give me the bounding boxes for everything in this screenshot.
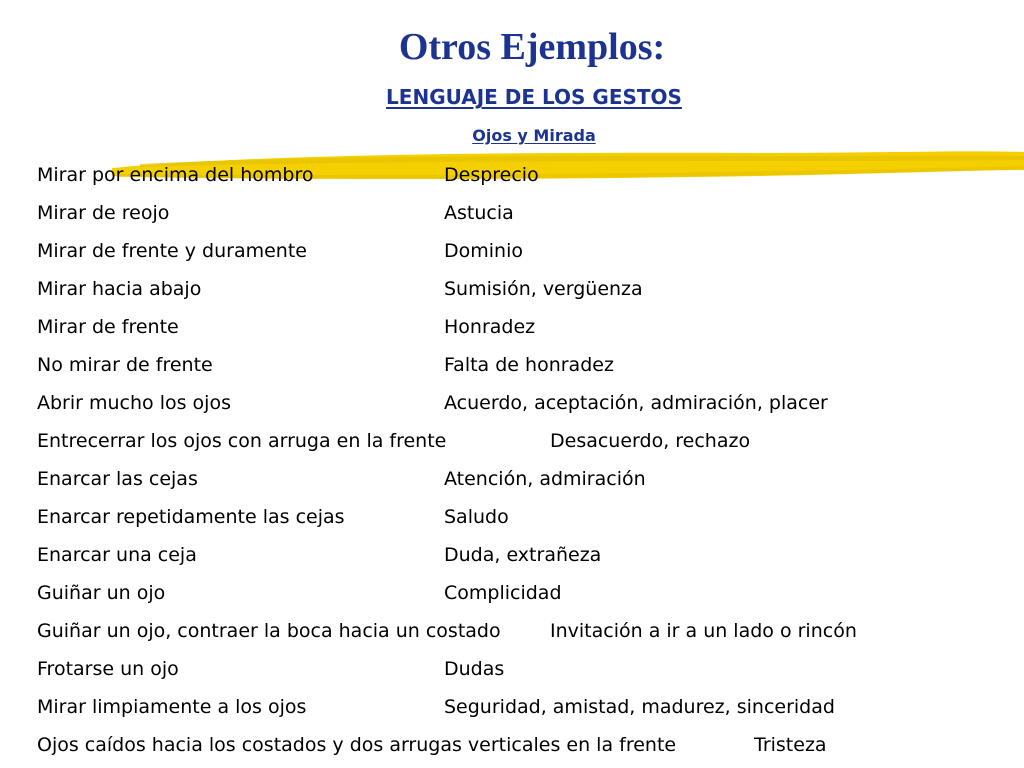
gesture-cell: Mirar de reojo xyxy=(37,202,170,224)
subtitle-heading: LENGUAJE DE LOS GESTOS xyxy=(386,85,682,109)
table-row xyxy=(37,543,1017,581)
gesture-cell: Mirar de frente xyxy=(37,316,179,338)
meaning-cell: Complicidad xyxy=(444,582,562,604)
meaning-cell: Saludo xyxy=(444,506,509,528)
gesture-cell: Mirar limpiamente a los ojos xyxy=(37,696,307,718)
table-row xyxy=(37,201,1017,239)
meaning-cell: Atención, admiración xyxy=(444,468,646,490)
gesture-cell: No mirar de frente xyxy=(37,354,213,376)
table-row xyxy=(37,429,1017,467)
table-row xyxy=(37,277,1017,315)
table-row xyxy=(37,391,1017,429)
meaning-cell: Tristeza xyxy=(754,734,827,756)
gesture-cell: Guiñar un ojo xyxy=(37,582,166,604)
meaning-cell: Sumisión, vergüenza xyxy=(444,278,643,300)
meaning-cell: Falta de honradez xyxy=(444,354,614,376)
gesture-table xyxy=(37,163,1017,768)
meaning-cell: Acuerdo, aceptación, admiración, placer xyxy=(444,392,828,414)
meaning-cell: Astucia xyxy=(444,202,514,224)
meaning-cell: Seguridad, amistad, madurez, sinceridad xyxy=(444,696,835,718)
table-row xyxy=(37,239,1017,277)
meaning-cell: Desprecio xyxy=(444,164,539,186)
table-row xyxy=(37,581,1017,619)
gesture-cell: Enarcar repetidamente las cejas xyxy=(37,506,345,528)
gesture-cell: Ojos caídos hacia los costados y dos arrugas verticales en la frente xyxy=(37,734,677,756)
meaning-cell: Invitación a ir a un lado o rincón xyxy=(550,620,857,642)
table-row xyxy=(37,467,1017,505)
meaning-cell: Desacuerdo, rechazo xyxy=(550,430,751,452)
gesture-cell: Guiñar un ojo, contraer la boca hacia un costado xyxy=(37,620,501,642)
table-row xyxy=(37,695,1017,733)
section-heading: Ojos y Mirada xyxy=(472,126,596,145)
gesture-cell: Enarcar las cejas xyxy=(37,468,198,490)
meaning-cell: Duda, extrañeza xyxy=(444,544,602,566)
gesture-cell: Mirar hacia abajo xyxy=(37,278,202,300)
gesture-cell: Frotarse un ojo xyxy=(37,658,179,680)
table-row xyxy=(37,163,1017,201)
gesture-cell: Enarcar una ceja xyxy=(37,544,197,566)
table-row xyxy=(37,505,1017,543)
table-row xyxy=(37,315,1017,353)
meaning-cell: Dudas xyxy=(444,658,505,680)
gesture-cell: Mirar por encima del hombro xyxy=(37,164,314,186)
gesture-cell: Abrir mucho los ojos xyxy=(37,392,231,414)
page-title: Otros Ejemplos: xyxy=(398,26,666,68)
meaning-cell: Dominio xyxy=(444,240,523,262)
table-row xyxy=(37,733,1017,768)
table-row xyxy=(37,353,1017,391)
table-row xyxy=(37,657,1017,695)
gesture-cell: Entrecerrar los ojos con arruga en la frente xyxy=(37,430,447,452)
table-row xyxy=(37,619,1017,657)
gesture-cell: Mirar de frente y duramente xyxy=(37,240,307,262)
meaning-cell: Honradez xyxy=(444,316,536,338)
